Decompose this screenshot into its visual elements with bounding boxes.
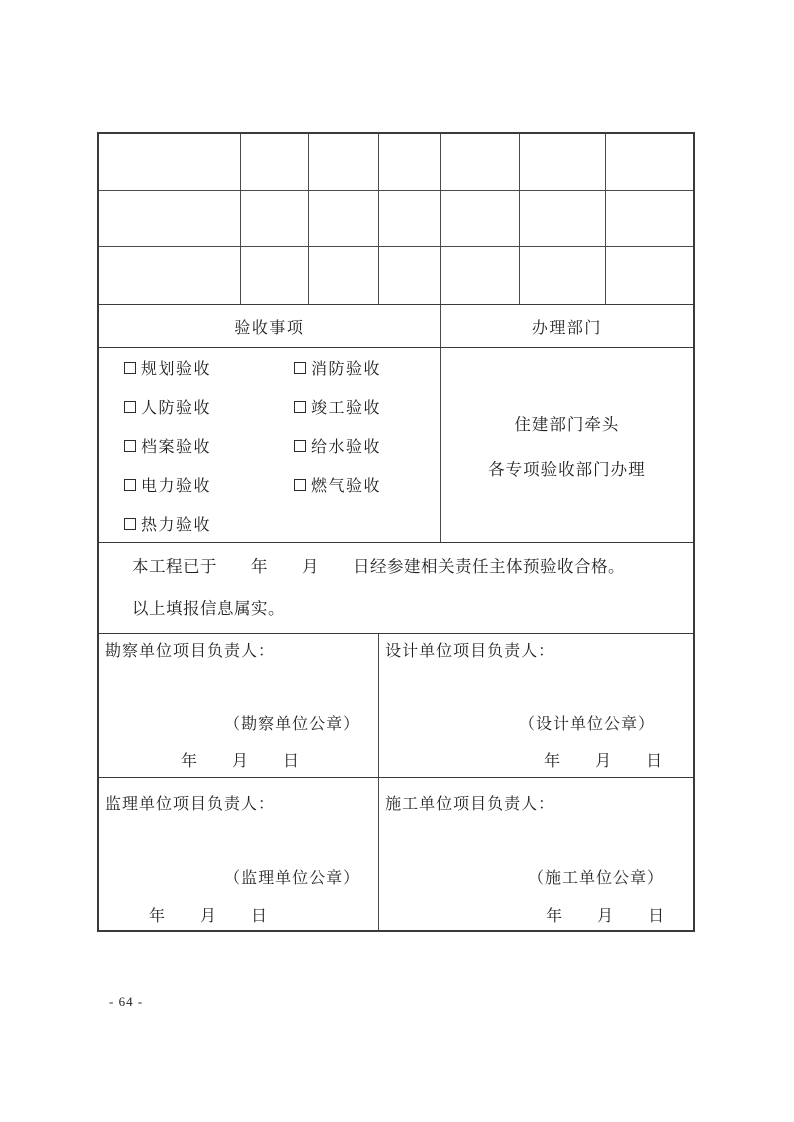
- declaration-statement-cell: [99, 543, 693, 634]
- signature-row-bottom: [99, 778, 693, 930]
- checkbox-label: 消防验收: [311, 361, 382, 378]
- checkbox-icon: [294, 362, 306, 374]
- checkbox-label: 给水验收: [311, 439, 382, 456]
- grid-cell: [99, 191, 241, 248]
- grid-cell: [379, 247, 441, 304]
- checkbox-label: 竣工验收: [311, 400, 382, 417]
- stamp-placeholder: （施工单位公章）: [527, 870, 664, 887]
- checkbox-icon: [294, 440, 306, 452]
- grid-cell: [379, 134, 441, 191]
- grid-cell: [379, 191, 441, 248]
- checkbox-item: [294, 398, 381, 415]
- checkbox-item: [124, 515, 294, 532]
- checkbox-item: [124, 476, 294, 493]
- section-header-row: [99, 305, 693, 348]
- acceptance-items-header: 验收事项: [99, 305, 441, 347]
- section-checkbox-row: [99, 348, 693, 543]
- grid-cell: [441, 247, 520, 304]
- department-note-line2: 各专项验收部门办理: [488, 459, 646, 479]
- grid-cell: [606, 247, 693, 304]
- date-line: 年 月 日: [544, 753, 664, 770]
- handling-department-cell: [441, 348, 693, 542]
- signature-cell-supervision-unit: [99, 778, 379, 930]
- checkbox-column-left: [124, 359, 294, 542]
- checkbox-label: 热力验收: [141, 517, 212, 534]
- grid-cell: [520, 134, 605, 191]
- checkbox-item: [294, 476, 381, 493]
- date-line: 年 月 日: [546, 908, 666, 925]
- checkbox-column-right: [294, 359, 381, 542]
- grid-cell: [520, 191, 605, 248]
- checkbox-item: [124, 398, 294, 415]
- signature-label: 设计单位项目负责人：: [385, 643, 556, 660]
- checkbox-item: [124, 359, 294, 376]
- checkbox-icon: [124, 479, 136, 491]
- grid-cell: [441, 191, 520, 248]
- signature-label: 勘察单位项目负责人：: [105, 643, 276, 660]
- blank-grid: [99, 134, 693, 305]
- department-note-line1: 住建部门牵头: [514, 414, 620, 434]
- signature-cell-construction-unit: [379, 778, 693, 930]
- checkbox-label: 燃气验收: [311, 478, 382, 495]
- checkbox-icon: [124, 362, 136, 374]
- grid-cell: [309, 247, 380, 304]
- checkbox-item: [294, 437, 381, 454]
- page-number: - 64 -: [109, 994, 144, 1009]
- stamp-placeholder: （监理单位公章）: [224, 870, 361, 887]
- checkbox-label: 规划验收: [141, 361, 212, 378]
- checkbox-label: 档案验收: [141, 439, 212, 456]
- grid-cell: [241, 247, 309, 304]
- signature-cell-design-unit: [379, 634, 693, 777]
- handling-department-header: 办理部门: [531, 319, 602, 337]
- grid-cell: [99, 134, 241, 191]
- statement-line1: 本工程已于 年 月 日经参建相关责任主体预验收合格。: [132, 557, 625, 576]
- checkbox-item: [294, 359, 381, 376]
- grid-cell: [606, 191, 693, 248]
- checkbox-icon: [124, 401, 136, 413]
- grid-cell: [441, 134, 520, 191]
- grid-cell: [241, 134, 309, 191]
- signature-cell-survey-unit: [99, 634, 379, 777]
- stamp-placeholder: （设计单位公章）: [518, 716, 655, 733]
- statement-line2: 以上填报信息属实。: [132, 599, 285, 618]
- checkbox-icon: [124, 518, 136, 530]
- checkbox-icon: [124, 440, 136, 452]
- checkbox-label: 人防验收: [141, 400, 212, 417]
- grid-cell: [309, 191, 380, 248]
- date-line: 年 月 日: [181, 753, 301, 770]
- signature-row-top: [99, 634, 693, 778]
- checkbox-item: [124, 437, 294, 454]
- grid-cell: [99, 247, 241, 304]
- checkbox-icon: [294, 479, 306, 491]
- grid-cell: [241, 191, 309, 248]
- grid-cell: [606, 134, 693, 191]
- acceptance-items-cell: [99, 348, 441, 542]
- signature-label: 施工单位项目负责人：: [385, 796, 556, 813]
- signature-label: 监理单位项目负责人：: [105, 796, 276, 813]
- date-line: 年 月 日: [149, 908, 269, 925]
- checkbox-icon: [294, 401, 306, 413]
- checkbox-label: 电力验收: [141, 478, 212, 495]
- stamp-placeholder: （勘察单位公章）: [224, 716, 361, 733]
- acceptance-form-table: [97, 132, 695, 932]
- grid-cell: [520, 247, 605, 304]
- grid-cell: [309, 134, 380, 191]
